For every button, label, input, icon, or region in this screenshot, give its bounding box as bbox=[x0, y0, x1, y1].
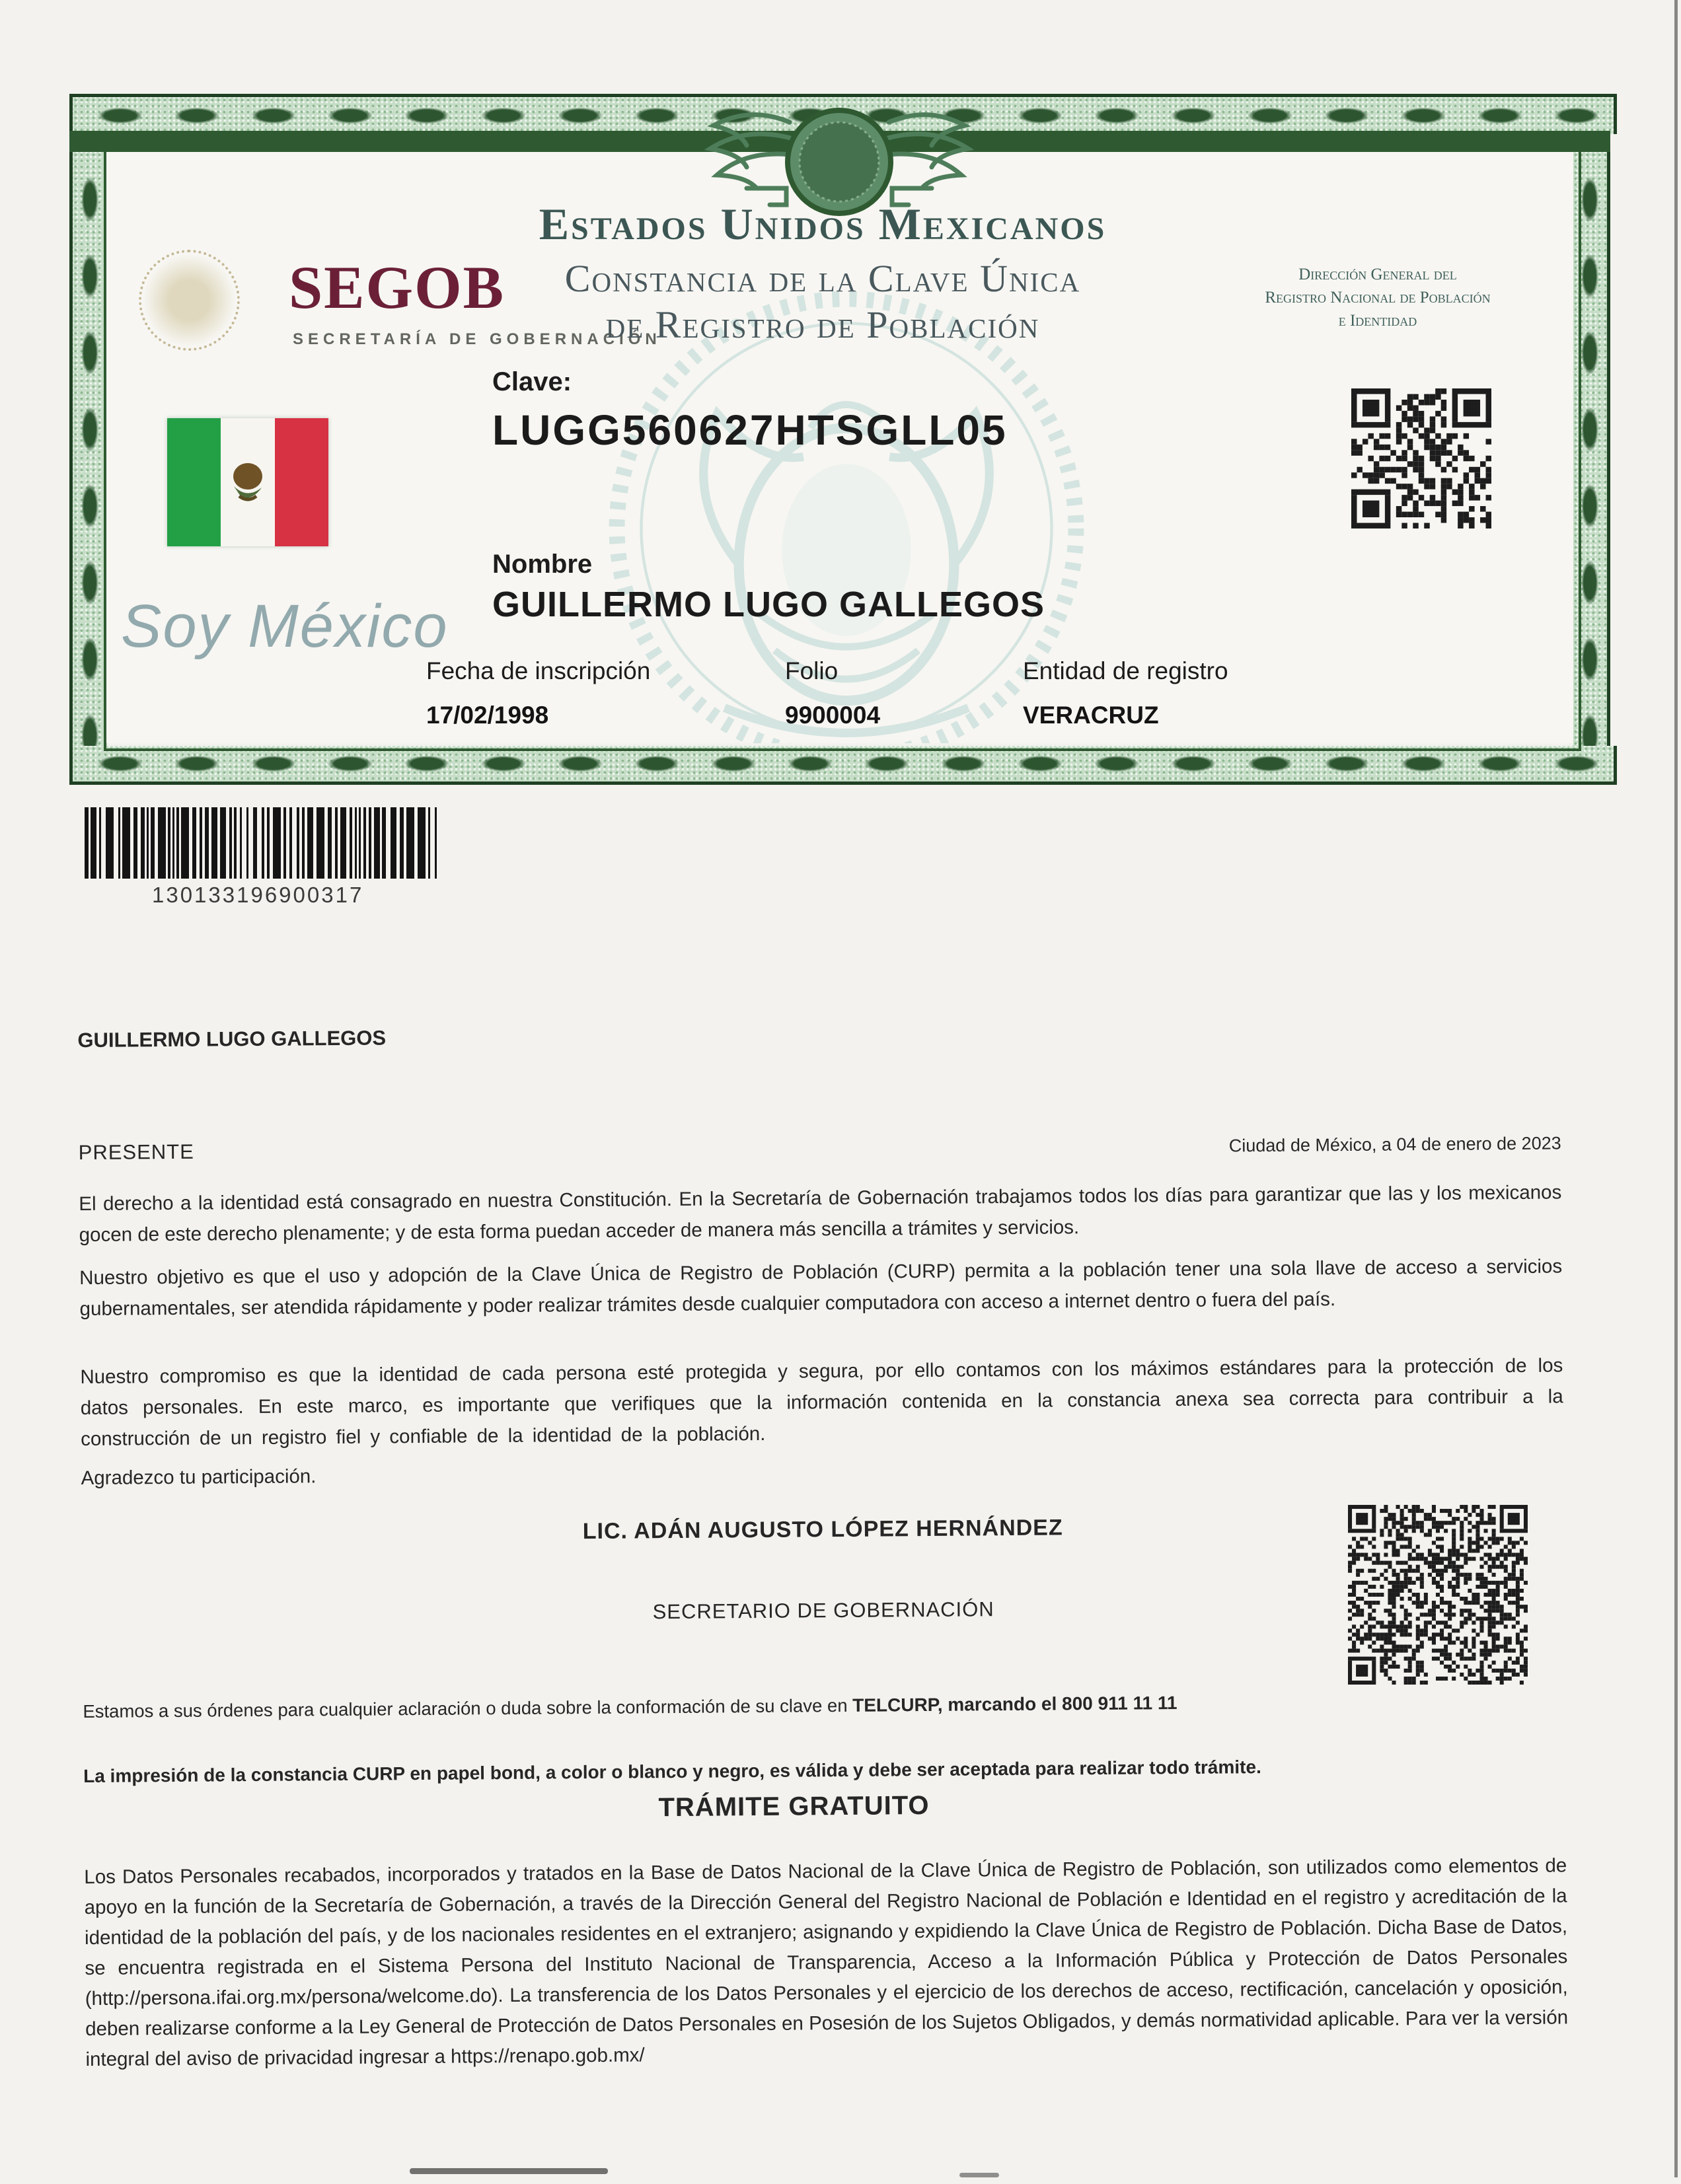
direccion-line-2: Registro Nacional de Población bbox=[1265, 289, 1491, 307]
entidad-registro-value: VERACRUZ bbox=[1023, 702, 1159, 729]
letter-paragraph-3: Nuestro compromiso es que la identidad de cada persona esté protegida y segura, por ello contamos con los máximos estándares para la protección de los datos personales. En este marco, es importante que verifiques que la información contenida en la constancia anexa sea correcta para contribuir a la construcción de un registro fiel y confiable de la identidad de la población. bbox=[80, 1354, 1563, 1451]
soy-mexico-watermark: Soy México bbox=[121, 593, 449, 660]
contact-line-regular: Estamos a sus órdenes para cualquier aclaración o duda sobre la conformación de su clave en bbox=[83, 1694, 853, 1722]
folio-label: Folio bbox=[785, 657, 839, 684]
clave-value: LUGG560627HTSGLL05 bbox=[492, 406, 1008, 454]
scan-smudge-artifact bbox=[959, 2173, 999, 2177]
fecha-inscripcion-value: 17/02/1998 bbox=[426, 702, 549, 729]
direccion-line-1: Dirección General del bbox=[1298, 266, 1457, 283]
folio-value: 9900004 bbox=[785, 702, 881, 729]
contact-line-phone: TELCURP, marcando el 800 911 11 11 bbox=[852, 1693, 1177, 1716]
tramite-gratuito-title: TRÁMITE GRATUITO bbox=[658, 1790, 930, 1823]
signer-title: SECRETARIO DE GOBERNACIÓN bbox=[652, 1597, 994, 1624]
certificate-title: Estados Unidos Mexicanos bbox=[539, 199, 1107, 249]
scan-edge-artifact bbox=[1674, 0, 1678, 2177]
thanks-line: Agradezco tu participación. bbox=[81, 1465, 317, 1490]
privacy-notice: Los Datos Personales recabados, incorporados y tratados en la Base de Datos Nacional de la Clave Única de Registro de Población, son utilizados como elementos de apoyo en la función de la Secretaría de Gobernación, a través de la Dirección General del Registro Nacional de Población e Identidad en el registro y acreditación de la identidad de la población del país, y de los nacionales residentes en el extranjero; asignando y expidiendo la Clave Única de Registro de Población. Dicha Base de Datos, se encuentra registrada en el Sistema Persona del Instituto Nacional de Transparencia, Acceso a la Información Pública y Protección de Datos Personales (http://persona.ifai.org.mx/persona/welcome.do). La transferencia de los Datos Personales y el ejercicio de los derechos de acceso, rectificación, cancelación y oposición, deben realizarse conforme a la Ley General de Protección de Datos Personales en Posesión de los Sujetos Obligados, y demás normatividad aplicable. Para ver la versión integral del aviso de privacidad ingresar a https://renapo.gob.mx/ bbox=[84, 1854, 1569, 2071]
print-notice: La impresión de la constancia CURP en papel bond, a color o blanco y negro, es válida y debe ser aceptada para realizar todo trámite. bbox=[83, 1757, 1261, 1787]
recipient-name: GUILLERMO LUGO GALLEGOS bbox=[77, 1026, 387, 1052]
fecha-inscripcion-label: Fecha de inscripción bbox=[426, 657, 651, 684]
letter-paragraph-2: Nuestro objetivo es que el uso y adopción de la Clave Única de Registro de Población (CURP) permita a la población tener una sola llave de acceso a servicios gubernamentales, ser atendida rápidamente y poder realizar trámites desde cualquier computadora con acceso a internet dentro o fuera del país. bbox=[79, 1255, 1563, 1321]
qr-code-secondary bbox=[1348, 1505, 1528, 1688]
direccion-line-3: e Identidad bbox=[1338, 312, 1417, 330]
signer-name: LIC. ADÁN AUGUSTO LÓPEZ HERNÁNDEZ bbox=[582, 1515, 1063, 1545]
certificate-subtitle-2: de Registro de Población bbox=[605, 303, 1040, 346]
scan-smudge-artifact bbox=[410, 2168, 608, 2174]
certificate-subtitle-1: Constancia de la Clave Única bbox=[564, 257, 1081, 300]
dateline: Ciudad de México, a 04 de enero de 2023 bbox=[1228, 1133, 1561, 1156]
barcode-number: 130133196900317 bbox=[152, 883, 364, 907]
nombre-value: GUILLERMO LUGO GALLEGOS bbox=[492, 585, 1045, 624]
entidad-registro-label: Entidad de registro bbox=[1023, 657, 1228, 684]
segob-wordmark: SEGOB bbox=[289, 254, 505, 321]
contact-line bbox=[83, 1689, 1565, 1722]
letter-paragraph-1: El derecho a la identidad está consagrado en nuestra Constitución. En la Secretaría de Gobernación trabajamos todos los días para garantizar que las y los mexicanos gocen de este derecho plenamente; y de esta forma puedan acceder de manera más sencilla a trámites y servicios. bbox=[79, 1181, 1562, 1247]
presente-label: PRESENTE bbox=[78, 1140, 194, 1165]
segob-subtitle: SECRETARÍA DE GOBERNACIÓN bbox=[293, 330, 661, 348]
clave-label: Clave: bbox=[492, 367, 572, 396]
nombre-label: Nombre bbox=[492, 550, 593, 579]
